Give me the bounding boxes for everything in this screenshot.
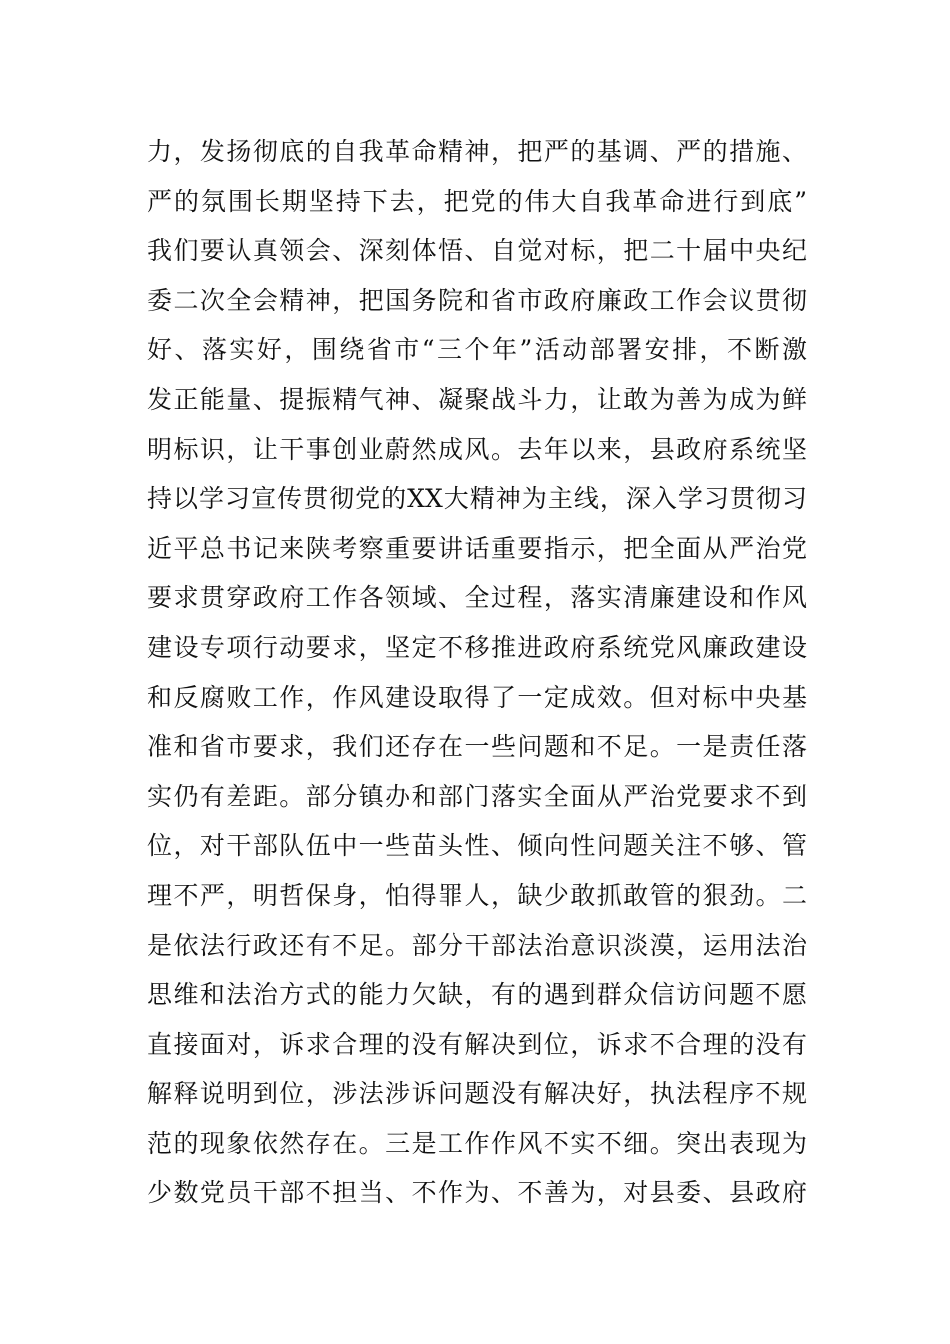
text-line: 力，发扬彻底的自我革命精神，把严的基调、严的措施、 [147, 137, 807, 166]
text-line: 好、落实好，围绕省市“三个年”活动部署安排，不断激 [147, 335, 807, 365]
text-line: 位，对干部队伍中一些苗头性、倾向性问题关注不够、管 [147, 831, 807, 861]
text-line: 严的氛围长期坚持下去，把党的伟大自我革命进行到底” [147, 186, 807, 216]
text-line: 准和省市要求，我们还存在一些问题和不足。一是责任落 [147, 732, 807, 762]
text-line: 建设专项行动要求，坚定不移推进政府系统党风廉政建设 [147, 632, 807, 662]
text-line: 直接面对，诉求合理的没有解决到位，诉求不合理的没有 [147, 1029, 807, 1059]
text-line: 思维和法治方式的能力欠缺，有的遇到群众信访问题不愿 [147, 980, 807, 1010]
text-line: 委二次全会精神，把国务院和省市政府廉政工作会议贯彻 [147, 285, 807, 315]
text-line: 明标识，让干事创业蔚然成风。去年以来，县政府系统坚 [147, 434, 807, 464]
text-line: 发正能量、提振精气神、凝聚战斗力，让敢为善为成为鲜 [147, 384, 807, 414]
text-line: 少数党员干部不担当、不作为、不善为，对县委、县政府 [147, 1178, 807, 1208]
text-line: 持以学习宣传贯彻党的XX大精神为主线，深入学习贯彻习 [147, 484, 807, 514]
text-line: 实仍有差距。部分镇办和部门落实全面从严治党要求不到 [147, 781, 807, 811]
text-line: 解释说明到位，涉法涉诉问题没有解决好，执法程序不规 [147, 1079, 807, 1109]
text-line: 和反腐败工作，作风建设取得了一定成效。但对标中央基 [147, 682, 807, 712]
text-line: 要求贯穿政府工作各领域、全过程，落实清廉建设和作风 [147, 583, 807, 613]
text-line: 近平总书记来陕考察重要讲话重要指示，把全面从严治党 [147, 533, 807, 563]
text-line: 理不严，明哲保身，怕得罪人，缺少敢抓敢管的狠劲。二 [147, 880, 807, 910]
body-text [147, 127, 807, 1218]
text-line: 是依法行政还有不足。部分干部法治意识淡漠，运用法治 [147, 930, 807, 960]
text-line: 范的现象依然存在。三是工作作风不实不细。突出表现为 [147, 1128, 807, 1158]
text-line: 我们要认真领会、深刻体悟、自觉对标，把二十届中央纪 [147, 236, 807, 266]
